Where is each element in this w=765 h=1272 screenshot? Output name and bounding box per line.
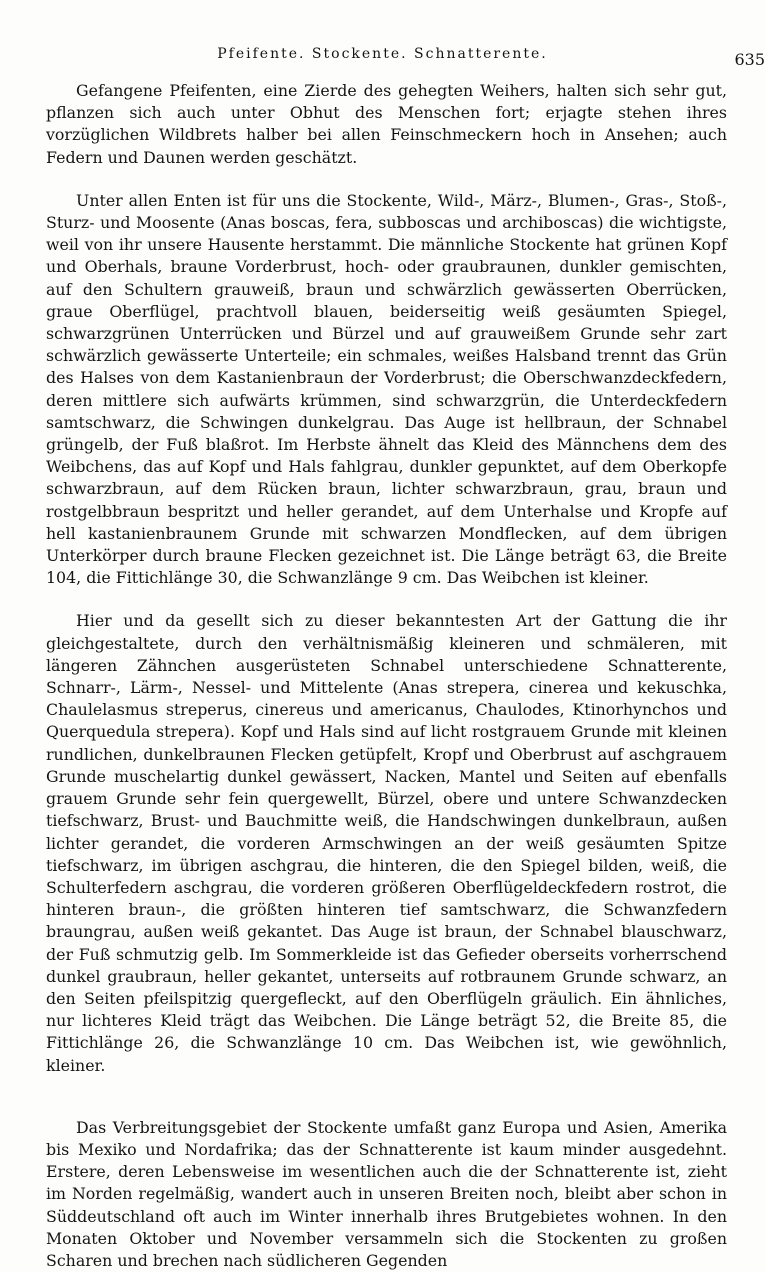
paragraph-gadwall: Hier und da gesellt sich zu dieser bekanntesten Art der Gattung die ihr gleichgestaltete, durch den verhältnismäßig kleineren und schmäleren, mit längeren Zähnchen ausgerüsteten Schnabel unterschiedene Schnatterente, Schnarr-, Lärm-, Nessel- und Mittelente (Anas strepera, cinerea und kekuschka, Chaulelasmus streperus, cinereus und americanus, Chaulodes, Ktinorhynchos und Querquedula strepera). Kopf und Hals sind auf licht rostgrauem Grunde mit kleinen rundlichen, dunkelbraunen Flecken getüpfelt, Kropf und Oberbrust auf aschgrauem Grunde muschelartig dunkel gewässert, Nacken, Mantel und Seiten auf ebenfalls grauem Grunde sehr fein quergewellt, Bürzel, obere und untere Schwanzdecken tiefschwarz, Brust- und Bauchmitte weiß, die Handschwingen dunkelbraun, außen lichter gerandet, die vorderen Armschwingen an der weiß gesäumten Spitze tiefschwarz, im übrigen aschgrau, die hinteren, die den Spiegel bilden, weiß, die Schulterfedern aschgrau, die vorderen größeren Oberflügeldeckfedern rostrot, die hinteren braun-, die größten hinteren tief samtschwarz, die Schwanzfedern braungrau, außen weiß gekantet. Das Auge ist braun, der Schnabel blauschwarz, der Fuß schmutzig gelb. Im Sommerkleide ist das Gefieder oberseits vorherrschend dunkel graubraun, heller gekantet, unterseits auf rotbraunem Grunde schwarz, an den Seiten pfeilspitzig quergefleckt, auf den Oberflügeln gräulich. Ein ähnliches, nur lichteres Kleid trägt das Weibchen. Die Länge beträgt 52, die Breite 85, die Fittichlänge 26, die Schwanzlänge 10 cm. Das Weibchen ist, wie gewöhnlich, kleiner. (46, 611, 727, 1075)
page-body (46, 80, 727, 1272)
paragraph-mallard: Unter allen Enten ist für uns die Stockente, Wild-, März-, Blumen-, Gras-, Stoß-, Sturz- und Moosente (Anas boscas, fera, subboscas und archiboscas) die wichtigste, weil von ihr unsere Hausente herstammt. Die männliche Stockente hat grünen Kopf und Oberhals, braune Vorderbrust, hoch- oder graubraunen, dunkler gemischten, auf den Schultern grauweiß, braun und schwärzlich gewässerten Oberrücken, graue Oberflügel, prachtvoll blauen, beiderseitig weiß gesäumten Spiegel, schwarzgrünen Unterrücken und Bürzel und auf grauweißem Grunde sehr zart schwärzlich gewässerte Unterteile; ein schmales, weißes Halsband trennt das Grün des Halses von dem Kastanienbraun der Vorderbrust; die Oberschwanzdeckfedern, deren mittlere sich aufwärts krümmen, sind schwarzgrün, die Unterdeckfedern samtschwarz, die Schwingen dunkelgrau. Das Auge ist hellbraun, der Schnabel grüngelb, der Fuß blaßrot. Im Herbste ähnelt das Kleid des Männchens dem des Weibchens, das auf Kopf und Hals fahlgrau, dunkler gepunktet, auf dem Oberkopfe schwarzbraun, auf dem Rücken braun, lichter schwarzbraun, grau, braun und rostgelbbraun bespritzt und heller gerandet, auf dem Unterhalse und Kropfe auf hell kastanienbraunem Grunde mit schwarzen Mondflecken, auf dem übrigen Unterkörper durch braune Flecken gezeichnet ist. Die Länge beträgt 63, die Breite 104, die Fittichlänge 30, die Schwanzlänge 9 cm. Das Weibchen ist kleiner. (46, 190, 727, 588)
paragraph-distribution: Das Verbreitungsgebiet der Stockente umfaßt ganz Europa und Asien, Amerika bis Mexiko und Nordafrika; das der Schnatterente ist kaum minder ausgedehnt. Erstere, deren Lebensweise im wesentlichen auch die der Schnatterente ist, zieht im Norden regelmäßig, wandert auch in unseren Breiten noch, bleibt aber schon in Süddeutschland oft auch im Winter innerhalb ihres Brutgebietes wohnen. In den Monaten Oktober und November versammeln sich die Stockenten zu großen Scharen und brechen nach südlicheren Gegenden (46, 1117, 727, 1270)
running-title: Pfeifente. Stockente. Schnatterente. (217, 46, 548, 62)
page-number: 635 (734, 50, 765, 69)
paragraph-captive-wigeons: Gefangene Pfeifenten, eine Zierde des gehegten Weihers, halten sich sehr gut, pflanzen sich auch unter Obhut des Menschen fort; erjagte stehen ihres vorzüglichen Wildbrets halber bei allen Feinschmeckern hoch in Ansehen; auch Federn und Daunen werden geschätzt. (46, 81, 727, 167)
